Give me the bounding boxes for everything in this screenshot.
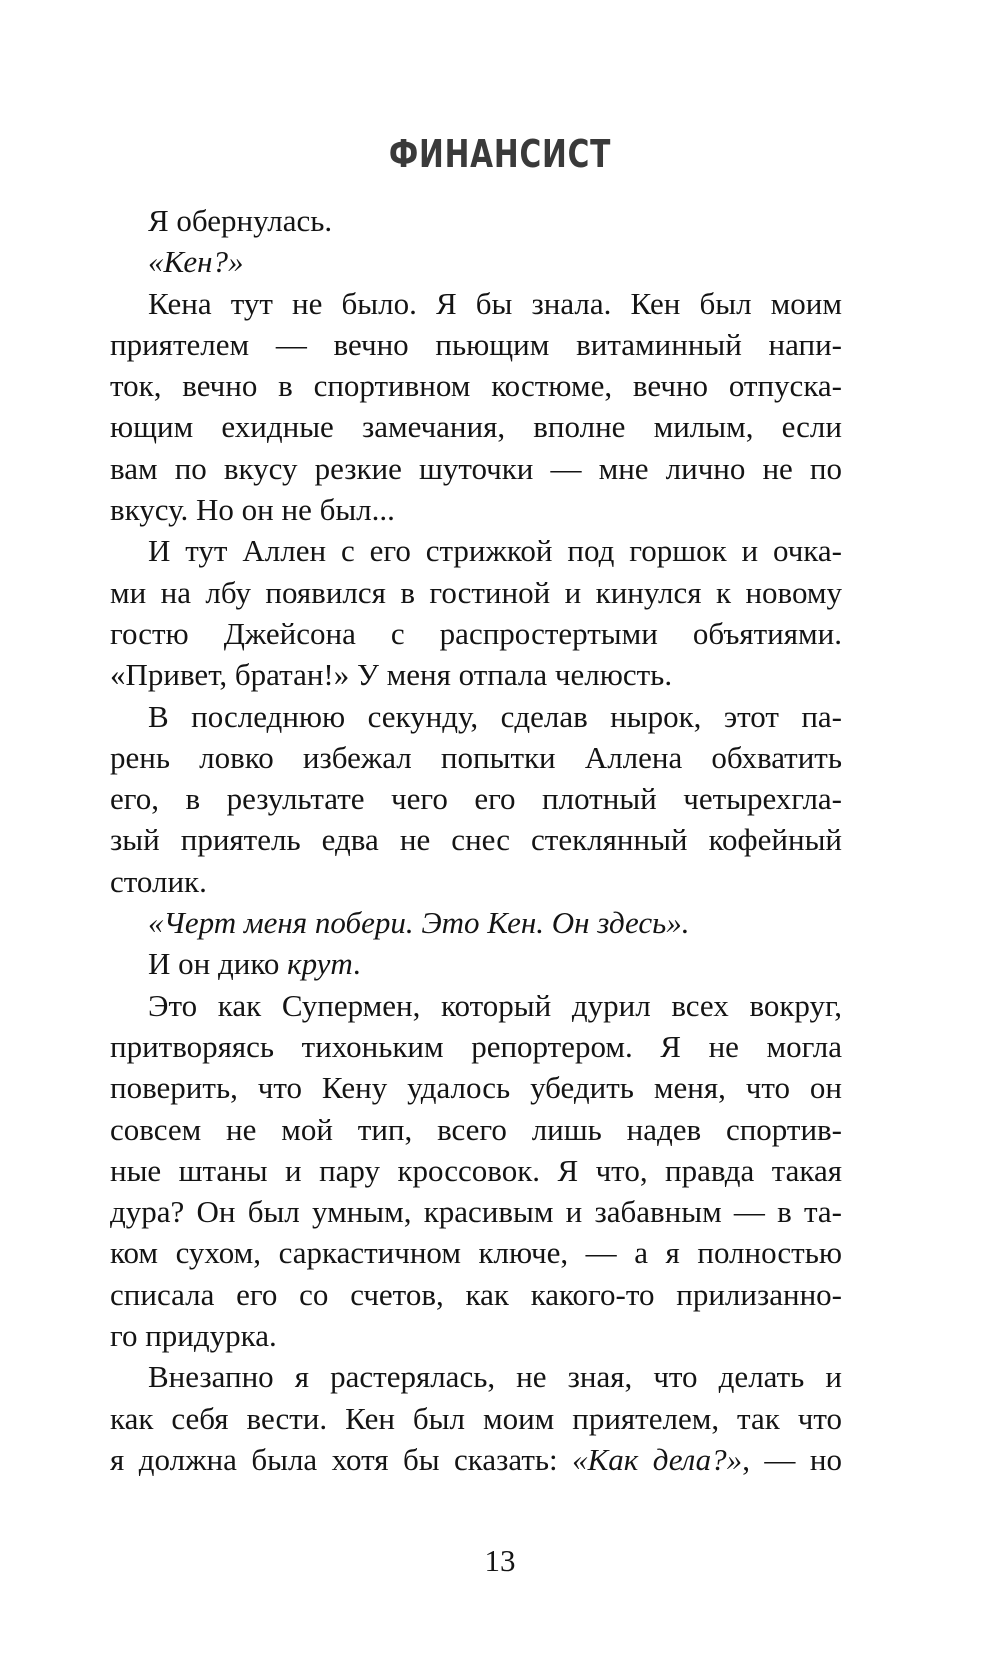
- body-text: [110, 200, 842, 1480]
- text-run: столик.: [110, 863, 207, 899]
- text-line: [110, 654, 842, 695]
- text-run: И он дико: [148, 946, 288, 982]
- text-line: [110, 365, 842, 406]
- italic-text: «Кен?»: [148, 244, 244, 280]
- running-head: ФИНАНСИСТ: [388, 132, 612, 176]
- text-run: Кена тут не было. Я бы знала. Кен был моим: [148, 285, 842, 321]
- page-number: 13: [484, 1543, 516, 1578]
- text-line: [110, 406, 842, 447]
- text-run: И тут Аллен с его стрижкой под горшок и очка-: [148, 533, 842, 569]
- text-line: [110, 1315, 842, 1356]
- text-run: совсем не мой тип, всего лишь надев спортив-: [110, 1111, 842, 1147]
- text-line: [110, 283, 842, 324]
- italic-text: крут: [287, 946, 353, 982]
- text-run: ток, вечно в спортивном костюме, вечно отпуска-: [110, 368, 842, 404]
- text-line: [110, 1356, 842, 1397]
- text-line: [110, 324, 842, 365]
- text-run: его, в результате чего его плотный четырехгла-: [110, 781, 842, 817]
- text-line: [110, 530, 842, 571]
- text-run: зый приятель едва не снес стеклянный кофейный: [110, 822, 842, 858]
- text-run: вкусу. Но он не был...: [110, 492, 395, 528]
- text-line: [110, 1439, 842, 1480]
- text-line: [110, 778, 842, 819]
- text-run: приятелем — вечно пьющим витаминный напи-: [110, 326, 842, 362]
- text-line: [110, 696, 842, 737]
- text-run: притворяясь тихоньким репортером. Я не могла: [110, 1028, 842, 1064]
- italic-text: «Как дела?»: [572, 1441, 743, 1477]
- text-run: дура? Он был умным, красивым и забавным — в та-: [110, 1194, 842, 1230]
- text-run: вам по вкусу резкие шуточки — мне лично не по: [110, 450, 842, 486]
- text-line: [110, 1274, 842, 1315]
- text-run: поверить, что Кену удалось убедить меня, что он: [110, 1070, 842, 1106]
- text-run: я должна была хотя бы сказать:: [110, 1441, 573, 1477]
- text-line: [110, 1191, 842, 1232]
- text-line: [110, 943, 842, 984]
- text-line: [110, 1026, 842, 1067]
- text-line: [110, 1150, 842, 1191]
- text-line: [110, 613, 842, 654]
- text-run: рень ловко избежал попытки Аллена обхватить: [110, 739, 842, 775]
- text-line: [110, 241, 842, 282]
- text-run: Я обернулась.: [148, 203, 333, 238]
- text-run: Это как Супермен, который дурил всех вокруг,: [148, 987, 842, 1023]
- text-line: [110, 819, 842, 860]
- text-line: [110, 572, 842, 613]
- text-line: [110, 1067, 842, 1108]
- text-run: списала его со счетов, как какого-то прилизанно-: [110, 1276, 842, 1312]
- text-line: [110, 861, 842, 902]
- text-line: [110, 902, 842, 943]
- text-line: [110, 1109, 842, 1150]
- text-run: ком сухом, саркастичном ключе, — а я полностью: [110, 1235, 842, 1271]
- text-run: ми на лбу появился в гостиной и кинулся к новому: [110, 574, 842, 610]
- text-run: как себя вести. Кен был моим приятелем, так что: [110, 1400, 842, 1436]
- text-run: .: [352, 946, 361, 982]
- text-line: [110, 200, 842, 241]
- text-run: В последнюю секунду, сделав нырок, этот па-: [148, 698, 842, 734]
- text-line: [110, 985, 842, 1026]
- text-run: , — но: [742, 1441, 843, 1477]
- text-run: Внезапно я растерялась, не зная, что делать и: [148, 1359, 842, 1395]
- text-run: гостю Джейсона с распростертыми объятиями.: [110, 615, 842, 651]
- text-line: [110, 1398, 842, 1439]
- text-line: [110, 1232, 842, 1273]
- text-run: «Привет, братан!» У меня отпала челюсть.: [110, 657, 673, 693]
- text-line: [110, 448, 842, 489]
- text-run: го придурка.: [110, 1318, 277, 1354]
- text-line: [110, 489, 842, 530]
- text-run: ющим ехидные замечания, вполне милым, если: [110, 409, 842, 445]
- text-run: ные штаны и пару кроссовок. Я что, правда такая: [110, 1152, 842, 1188]
- italic-text: «Черт меня побери. Это Кен. Он здесь».: [148, 905, 690, 941]
- text-line: [110, 737, 842, 778]
